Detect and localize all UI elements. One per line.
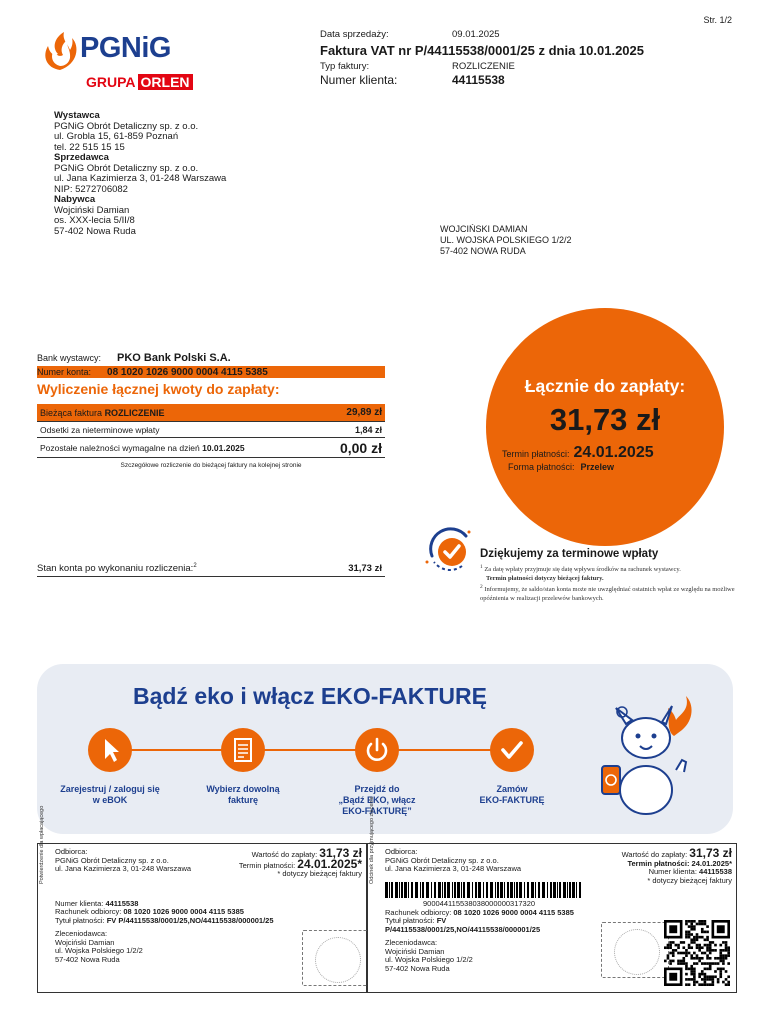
invoice-title: Faktura VAT nr P/44115538/0001/25 z dnia 10.01.2025 bbox=[320, 43, 644, 58]
due-value: 24.01.2025* bbox=[691, 858, 732, 868]
mascot-illustration bbox=[590, 690, 710, 820]
footnote-1-mark: 1 bbox=[480, 564, 483, 570]
issuer-line: tel. 22 515 15 15 bbox=[54, 141, 125, 153]
balance-text: Stan konta po wykonaniu rozliczenia: bbox=[37, 563, 194, 575]
orlen-label: ORLEN bbox=[138, 74, 193, 90]
current-invoice-row bbox=[37, 404, 385, 422]
payer-line: 57-402 Nowa Ruda bbox=[55, 954, 120, 964]
payer-line: Wojciński Damian bbox=[55, 937, 115, 947]
account-label: Rachunek odbiorcy: bbox=[55, 907, 122, 916]
bank-name: PKO Bank Polski S.A. bbox=[117, 352, 231, 364]
footnote-1-text: Za datę wpłaty przyjmuje się datę wpływu środków na rachunek wystawcy. bbox=[484, 566, 681, 574]
current-invoice-type: ROZLICZENIE bbox=[104, 407, 165, 418]
eco-step-4-label bbox=[447, 784, 577, 806]
payment-title-label: Tytuł płatności: bbox=[385, 916, 435, 925]
other-dues-row bbox=[37, 438, 385, 458]
balance-footnote-mark: 2 bbox=[193, 563, 197, 569]
payment-title-value: P/44115538/0001/25,NO/44115538/000001/25 bbox=[385, 924, 541, 934]
buyer-line: 57-402 Nowa Ruda bbox=[54, 225, 136, 237]
eco-steps-line bbox=[110, 749, 510, 751]
slip-amount-block bbox=[621, 846, 732, 885]
eco-step-1-line: Zarejestruj / zaloguj się bbox=[60, 784, 160, 794]
page-number: Str. 1/2 bbox=[703, 15, 732, 25]
due-label: Termin płatności: bbox=[238, 860, 296, 870]
payment-title-value: FV P/44115538/0001/25,NO/44115538/000001/25 bbox=[106, 915, 274, 925]
account-number: 08 1020 1026 9000 0004 4115 5385 bbox=[107, 366, 268, 378]
slip-amount-block bbox=[238, 846, 362, 879]
eco-step-1-label bbox=[45, 784, 175, 806]
footnote-1 bbox=[480, 563, 740, 575]
current-invoice-value: 29,89 zł bbox=[346, 407, 382, 418]
interest-label: Odsetki za nieterminowe wpłaty bbox=[40, 424, 160, 435]
buyer-line: Wojciński Damian bbox=[54, 204, 130, 216]
slip-note: * dotyczy bieżącej faktury bbox=[277, 869, 362, 878]
group-name bbox=[86, 74, 193, 90]
power-icon bbox=[355, 728, 399, 772]
current-invoice-label bbox=[40, 408, 165, 418]
thanks-block bbox=[480, 548, 740, 603]
recipient-line: UL. WOJSKA POLSKIEGO 1/2/2 bbox=[440, 235, 572, 245]
cursor-icon bbox=[88, 728, 132, 772]
eco-step-3-line: Przejdź do bbox=[354, 784, 400, 794]
flame-icon bbox=[38, 30, 82, 74]
buyer-line: os. XXX-lecia 5/II/8 bbox=[54, 215, 135, 226]
invoice-header bbox=[320, 29, 720, 88]
sale-date-label: Data sprzedaży: bbox=[320, 29, 389, 40]
slip-note: * dotyczy bieżącej faktury bbox=[647, 875, 732, 885]
check-icon bbox=[490, 728, 534, 772]
current-invoice-text: Bieżąca faktura bbox=[40, 407, 103, 418]
eco-step-3-label bbox=[312, 784, 442, 817]
other-dues-date: 10.01.2025 bbox=[202, 442, 245, 453]
payer-heading: Zleceniodawca: bbox=[385, 938, 438, 947]
eco-step-2-line: Wybierz dowolną bbox=[206, 784, 280, 794]
amount-label: Wartość do zapłaty: bbox=[621, 850, 688, 859]
eco-step-2-label bbox=[178, 784, 308, 806]
issuer-heading: Wystawca bbox=[54, 110, 100, 121]
calculation-title: Wyliczenie łącznej kwoty do zapłaty: bbox=[37, 381, 280, 397]
payment-form-label: Forma płatności: bbox=[508, 462, 575, 472]
balance-row bbox=[37, 563, 385, 577]
clock-check-icon bbox=[422, 522, 478, 578]
parties-block bbox=[54, 111, 226, 237]
seller-line: PGNiG Obrót Detaliczny sp. z o.o. bbox=[54, 162, 199, 174]
amount-value: 31,73 zł bbox=[689, 846, 732, 860]
recipient-address bbox=[440, 224, 572, 257]
slip-side-label: Potwierdzenie dla wpłacającego bbox=[39, 805, 45, 884]
total-title: Łącznie do zapłaty: bbox=[524, 376, 686, 396]
due-value: 24.01.2025* bbox=[297, 856, 362, 871]
thanks-title: Dziękujemy za terminowe wpłaty bbox=[480, 548, 659, 560]
barcode-number: 900044115538038000000317320 bbox=[423, 899, 536, 908]
interest-value: 1,84 zł bbox=[354, 424, 382, 435]
payee-line: ul. Jana Kazimierza 3, 01-248 Warszawa bbox=[385, 864, 522, 873]
barcode bbox=[385, 882, 585, 898]
seller-heading: Sprzedawca bbox=[54, 152, 109, 163]
eco-step-2-line: fakturę bbox=[227, 795, 258, 805]
buyer-heading: Nabywca bbox=[54, 194, 96, 205]
client-label: Numer klienta: bbox=[55, 898, 104, 908]
payer-line: Wojciński Damian bbox=[385, 946, 445, 956]
payer-heading: Zleceniodawca: bbox=[55, 929, 108, 938]
details-note: Szczegółowe rozliczenie do bieżącej faktury na kolejnej stronie bbox=[120, 462, 302, 469]
interest-row bbox=[37, 422, 385, 438]
eco-step-1-line: w eBOK bbox=[92, 795, 128, 805]
issuer-line: ul. Grobla 15, 61-859 Poznań bbox=[54, 131, 179, 142]
invoice-type-label: Typ faktury: bbox=[320, 61, 370, 72]
client-number-label: Numer klienta: bbox=[320, 73, 398, 87]
account-label: Numer konta: bbox=[37, 367, 92, 377]
payee-line: PGNiG Obrót Detaliczny sp. z o.o. bbox=[55, 855, 169, 865]
other-dues-value: 0,00 zł bbox=[339, 439, 382, 456]
payment-title-label: Tytuł płatności: bbox=[55, 915, 105, 925]
client-label: Numer klienta: bbox=[648, 867, 697, 876]
balance-label bbox=[37, 563, 197, 574]
eco-title: Bądź eko i włącz EKO-FAKTURĘ bbox=[132, 683, 487, 709]
due-label: Termin płatności: bbox=[627, 858, 690, 868]
footnote-1b bbox=[480, 575, 740, 584]
footnote-2 bbox=[480, 583, 740, 603]
footnote-2-text: Informujemy, że saldo/stan konta może nie uwzględniać ostatnich wpłat ze względu na możliwe opóźnienia w realizacji przelewów bankowych. bbox=[480, 586, 735, 602]
document-icon bbox=[221, 728, 265, 772]
account-value: 08 1020 1026 9000 0004 4115 5385 bbox=[453, 907, 574, 917]
payer-line: ul. Wojska Polskiego 1/2/2 bbox=[385, 955, 473, 964]
bank-stamp-area bbox=[601, 922, 669, 978]
bank-stamp-area bbox=[302, 930, 370, 986]
due-date-label: Termin płatności: bbox=[502, 449, 570, 459]
client-number: 44115538 bbox=[452, 73, 505, 87]
payer-line: 57-402 Nowa Ruda bbox=[385, 963, 450, 973]
pgnig-logo bbox=[38, 30, 218, 96]
sale-date: 09.01.2025 bbox=[452, 29, 500, 40]
calculation-table bbox=[37, 404, 385, 469]
other-dues-label bbox=[40, 443, 245, 453]
payee-line: PGNiG Obrót Detaliczny sp. z o.o. bbox=[385, 855, 499, 865]
eco-step-4-line: EKO-FAKTURĘ bbox=[479, 795, 545, 805]
payee-line: ul. Jana Kazimierza 3, 01-248 Warszawa bbox=[55, 864, 192, 873]
transfer-slip-confirmation bbox=[37, 805, 367, 993]
total-circle bbox=[486, 308, 724, 546]
invoice-type: ROZLICZENIE bbox=[452, 61, 515, 72]
account-label: Rachunek odbiorcy: bbox=[385, 907, 452, 917]
brand-name: PGNiG bbox=[80, 32, 171, 64]
eco-step-3-line: „Bądź EKO, włącz bbox=[338, 795, 416, 805]
qr-code-icon bbox=[664, 920, 730, 986]
payment-title-row bbox=[55, 917, 362, 926]
seller-line: NIP: 5272706082 bbox=[54, 183, 128, 195]
amount-label: Wartość do zapłaty: bbox=[251, 850, 318, 859]
payer-line: ul. Wojska Polskiego 1/2/2 bbox=[55, 946, 143, 955]
payment-form-row bbox=[508, 462, 614, 472]
eco-step-4-line: Zamów bbox=[496, 784, 528, 794]
issuer-line: PGNiG Obrót Detaliczny sp. z o.o. bbox=[54, 120, 199, 132]
slip-side-label: Odcinek dla przyjmującego zlecenie bbox=[369, 796, 375, 884]
other-dues-text: Pozostałe należności wymagalne na dzień bbox=[40, 442, 200, 453]
recipient-line: WOJCIŃSKI DAMIAN bbox=[440, 224, 528, 234]
eco-step-1 bbox=[88, 728, 132, 772]
balance-value: 31,73 zł bbox=[348, 563, 382, 574]
client-value: 44115538 bbox=[105, 898, 139, 908]
eco-step-4 bbox=[490, 728, 534, 772]
eco-step-3-line: EKO-FAKTURĘ” bbox=[342, 806, 412, 816]
due-date: 24.01.2025 bbox=[573, 444, 654, 461]
payment-title-value: FV bbox=[436, 916, 447, 925]
group-label: GRUPA bbox=[86, 74, 136, 90]
bank-label: Bank wystawcy: bbox=[37, 353, 102, 363]
bank-info bbox=[37, 352, 385, 378]
amount-value: 31,73 zł bbox=[319, 846, 362, 860]
eco-step-2 bbox=[221, 728, 265, 772]
payee-heading: Odbiorca: bbox=[385, 847, 418, 856]
account-value: 08 1020 1026 9000 0004 4115 5385 bbox=[123, 907, 244, 916]
seller-line: ul. Jana Kazimierza 3, 01-248 Warszawa bbox=[54, 173, 227, 184]
due-date-row bbox=[502, 444, 654, 462]
footnote-1b-text: Termin płatności dotyczy bieżącej faktury. bbox=[486, 574, 604, 582]
payee-heading: Odbiorca: bbox=[55, 847, 88, 856]
eco-step-3 bbox=[355, 728, 399, 772]
recipient-line: 57-402 NOWA RUDA bbox=[440, 246, 526, 256]
payment-form: Przelew bbox=[580, 462, 615, 472]
client-value: 44115538 bbox=[699, 867, 732, 876]
footnote-2-mark: 2 bbox=[480, 584, 483, 591]
total-amount: 31,73 zł bbox=[549, 402, 661, 437]
